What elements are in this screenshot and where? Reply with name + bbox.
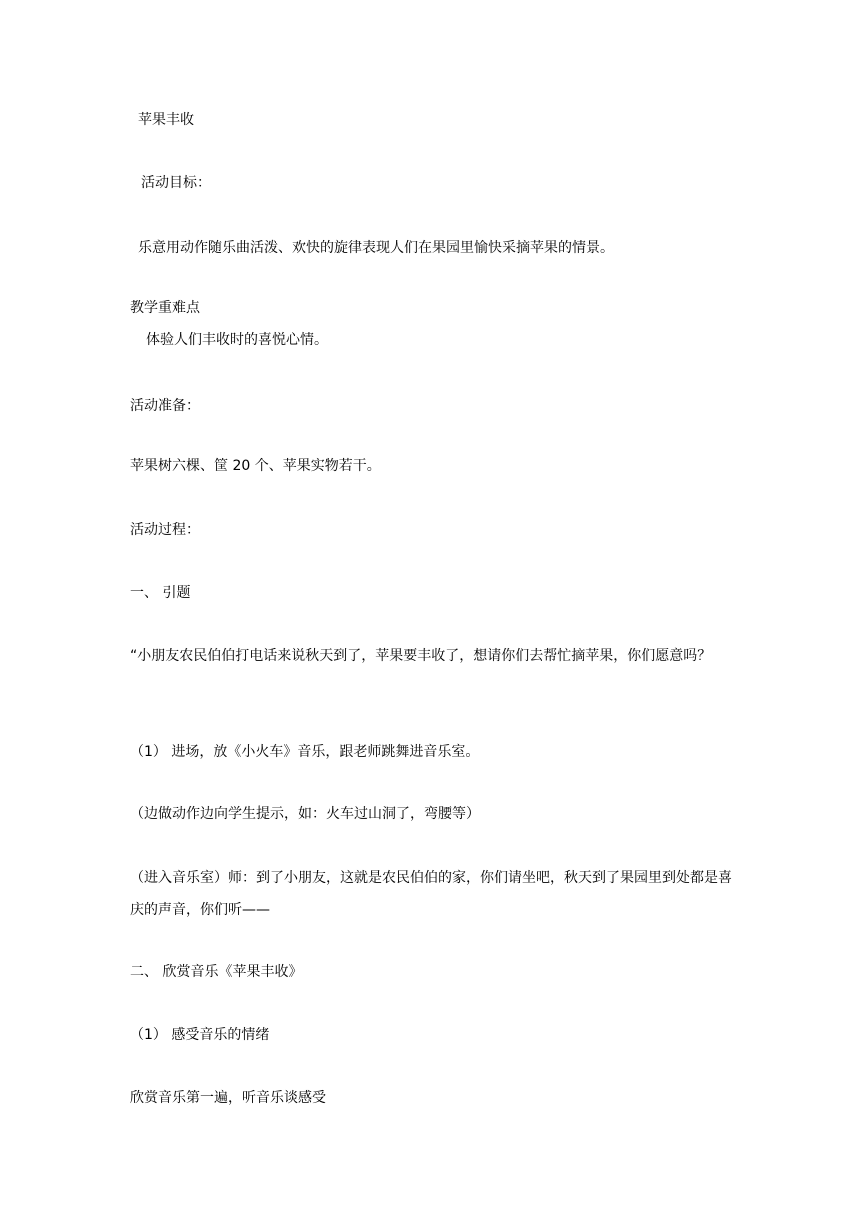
step1: （1） 进场，放《小火车》音乐，跟老师跳舞进音乐室。 <box>130 744 480 760</box>
step2-detail: 欣赏音乐第一遍，听音乐谈感受 <box>130 1090 326 1106</box>
step1-detail: （进入音乐室）师：到了小朋友，这就是农民伯伯的家，你们请坐吧，秋天到了果园里到处都是喜庆的声音，你们听—— <box>130 870 732 918</box>
prep-label: 活动准备： <box>130 398 200 414</box>
prep-text: 苹果树六棵、筐 20 个、苹果实物若干。 <box>130 458 381 474</box>
key-points-text: 体验人们丰收时的喜悦心情。 <box>146 332 328 348</box>
section1-heading: 一、 引题 <box>130 585 191 601</box>
step2: （1） 感受音乐的情绪 <box>130 1027 270 1043</box>
document-title: 苹果丰收 <box>138 112 194 128</box>
goal-label: 活动目标： <box>141 175 211 191</box>
process-label: 活动过程： <box>130 522 200 538</box>
section2-heading: 二、 欣赏音乐《苹果丰收》 <box>130 964 303 980</box>
step1-note: （边做动作边向学生提示，如：火车过山洞了，弯腰等） <box>130 806 480 822</box>
section1-quote: “小朋友农民伯伯打电话来说秋天到了，苹果要丰收了，想请你们去帮忙摘苹果，你们愿意吗？ <box>130 648 712 664</box>
goal-text: 乐意用动作随乐曲活泼、欢快的旋律表现人们在果园里愉快采摘苹果的情景。 <box>138 240 614 256</box>
key-points-label: 教学重难点 <box>130 300 200 316</box>
